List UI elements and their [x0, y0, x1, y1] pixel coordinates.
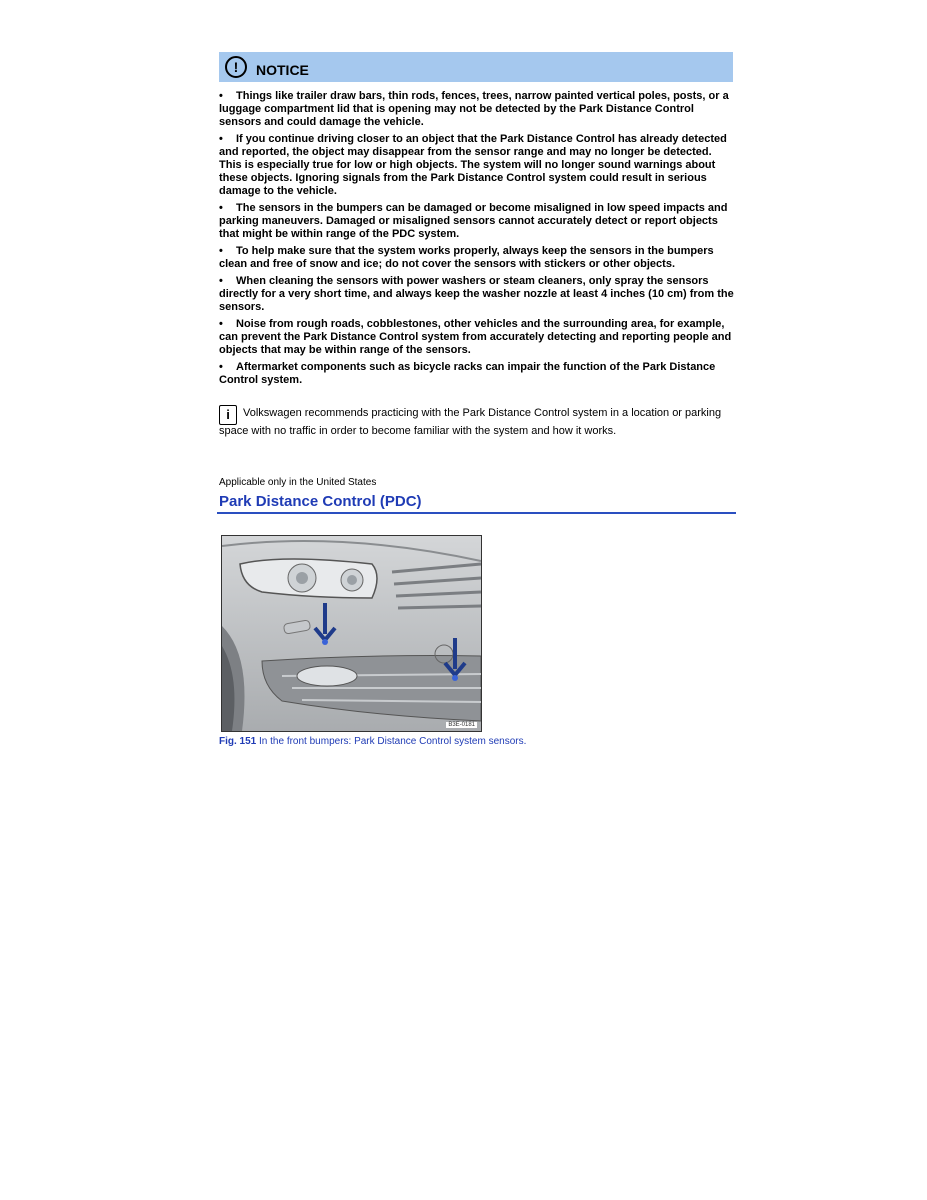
- notice-bullet: • Noise from rough roads, cobblestones, other vehicles and the surrounding area, for example, can prevent the Park Distance Control system from accurately detecting and reporting people and objects that may be within range of the sensors.: [219, 318, 732, 356]
- info-icon: i: [219, 405, 237, 425]
- section-divider: [217, 512, 736, 514]
- applicability-note: Applicable only in the United States: [219, 477, 377, 488]
- exclamation-circle-icon: !: [225, 56, 247, 78]
- notice-bullet: • If you continue driving closer to an object that the Park Distance Control has already detected and reported, the object may disappear from the sensor range and may no longer be detected. This is especially true for low or high objects. The system will no longer sound warnings about these objects. Ignoring signals from the Park Distance Control system could result in serious damage to the vehicle.: [219, 133, 727, 197]
- notice-bullet: • Things like trailer draw bars, thin rods, fences, trees, narrow painted vertical poles, posts, or a luggage compartment lid that is opening may not be detected by the Park Distance Control sensors and could damage the vehicle.: [219, 90, 729, 128]
- notice-bullet: • To help make sure that the system works properly, always keep the sensors in the bumpers clean and free of snow and ice; do not cover the sensors with stickers or other objects.: [219, 245, 714, 270]
- notice-title: NOTICE: [256, 61, 309, 78]
- figure-label: Fig. 151: [219, 736, 257, 747]
- info-note: [219, 405, 735, 438]
- info-text: Volkswagen recommends practicing with the Park Distance Control system in a location or parking space with no traffic in order to become familiar with the system and how it works.: [219, 407, 722, 437]
- figure-code: B3E-0181: [448, 722, 475, 728]
- figure-front-bumper-sensors: [221, 535, 482, 732]
- notice-bullet: • Aftermarket components such as bicycle racks can impair the function of the Park Distance Control system.: [219, 361, 716, 386]
- car-front-illustration: [222, 536, 481, 731]
- figure-caption: [219, 736, 526, 747]
- figure-caption-text: In the front bumpers: Park Distance Control system sensors.: [256, 736, 527, 747]
- notice-header: [219, 52, 733, 82]
- notice-bullet-list: [219, 90, 735, 391]
- notice-bullet: • The sensors in the bumpers can be damaged or become misaligned in low speed impacts and parking maneuvers. Damaged or misaligned sensors cannot accurately detect or report objects that might be within range of the PDC system.: [219, 202, 728, 240]
- notice-bullet: • When cleaning the sensors with power washers or steam cleaners, only spray the sensors directly for a very short time, and always keep the washer nozzle at least 4 inches (10 cm) from the sensors.: [219, 275, 734, 313]
- section-title: Park Distance Control (PDC): [219, 493, 422, 510]
